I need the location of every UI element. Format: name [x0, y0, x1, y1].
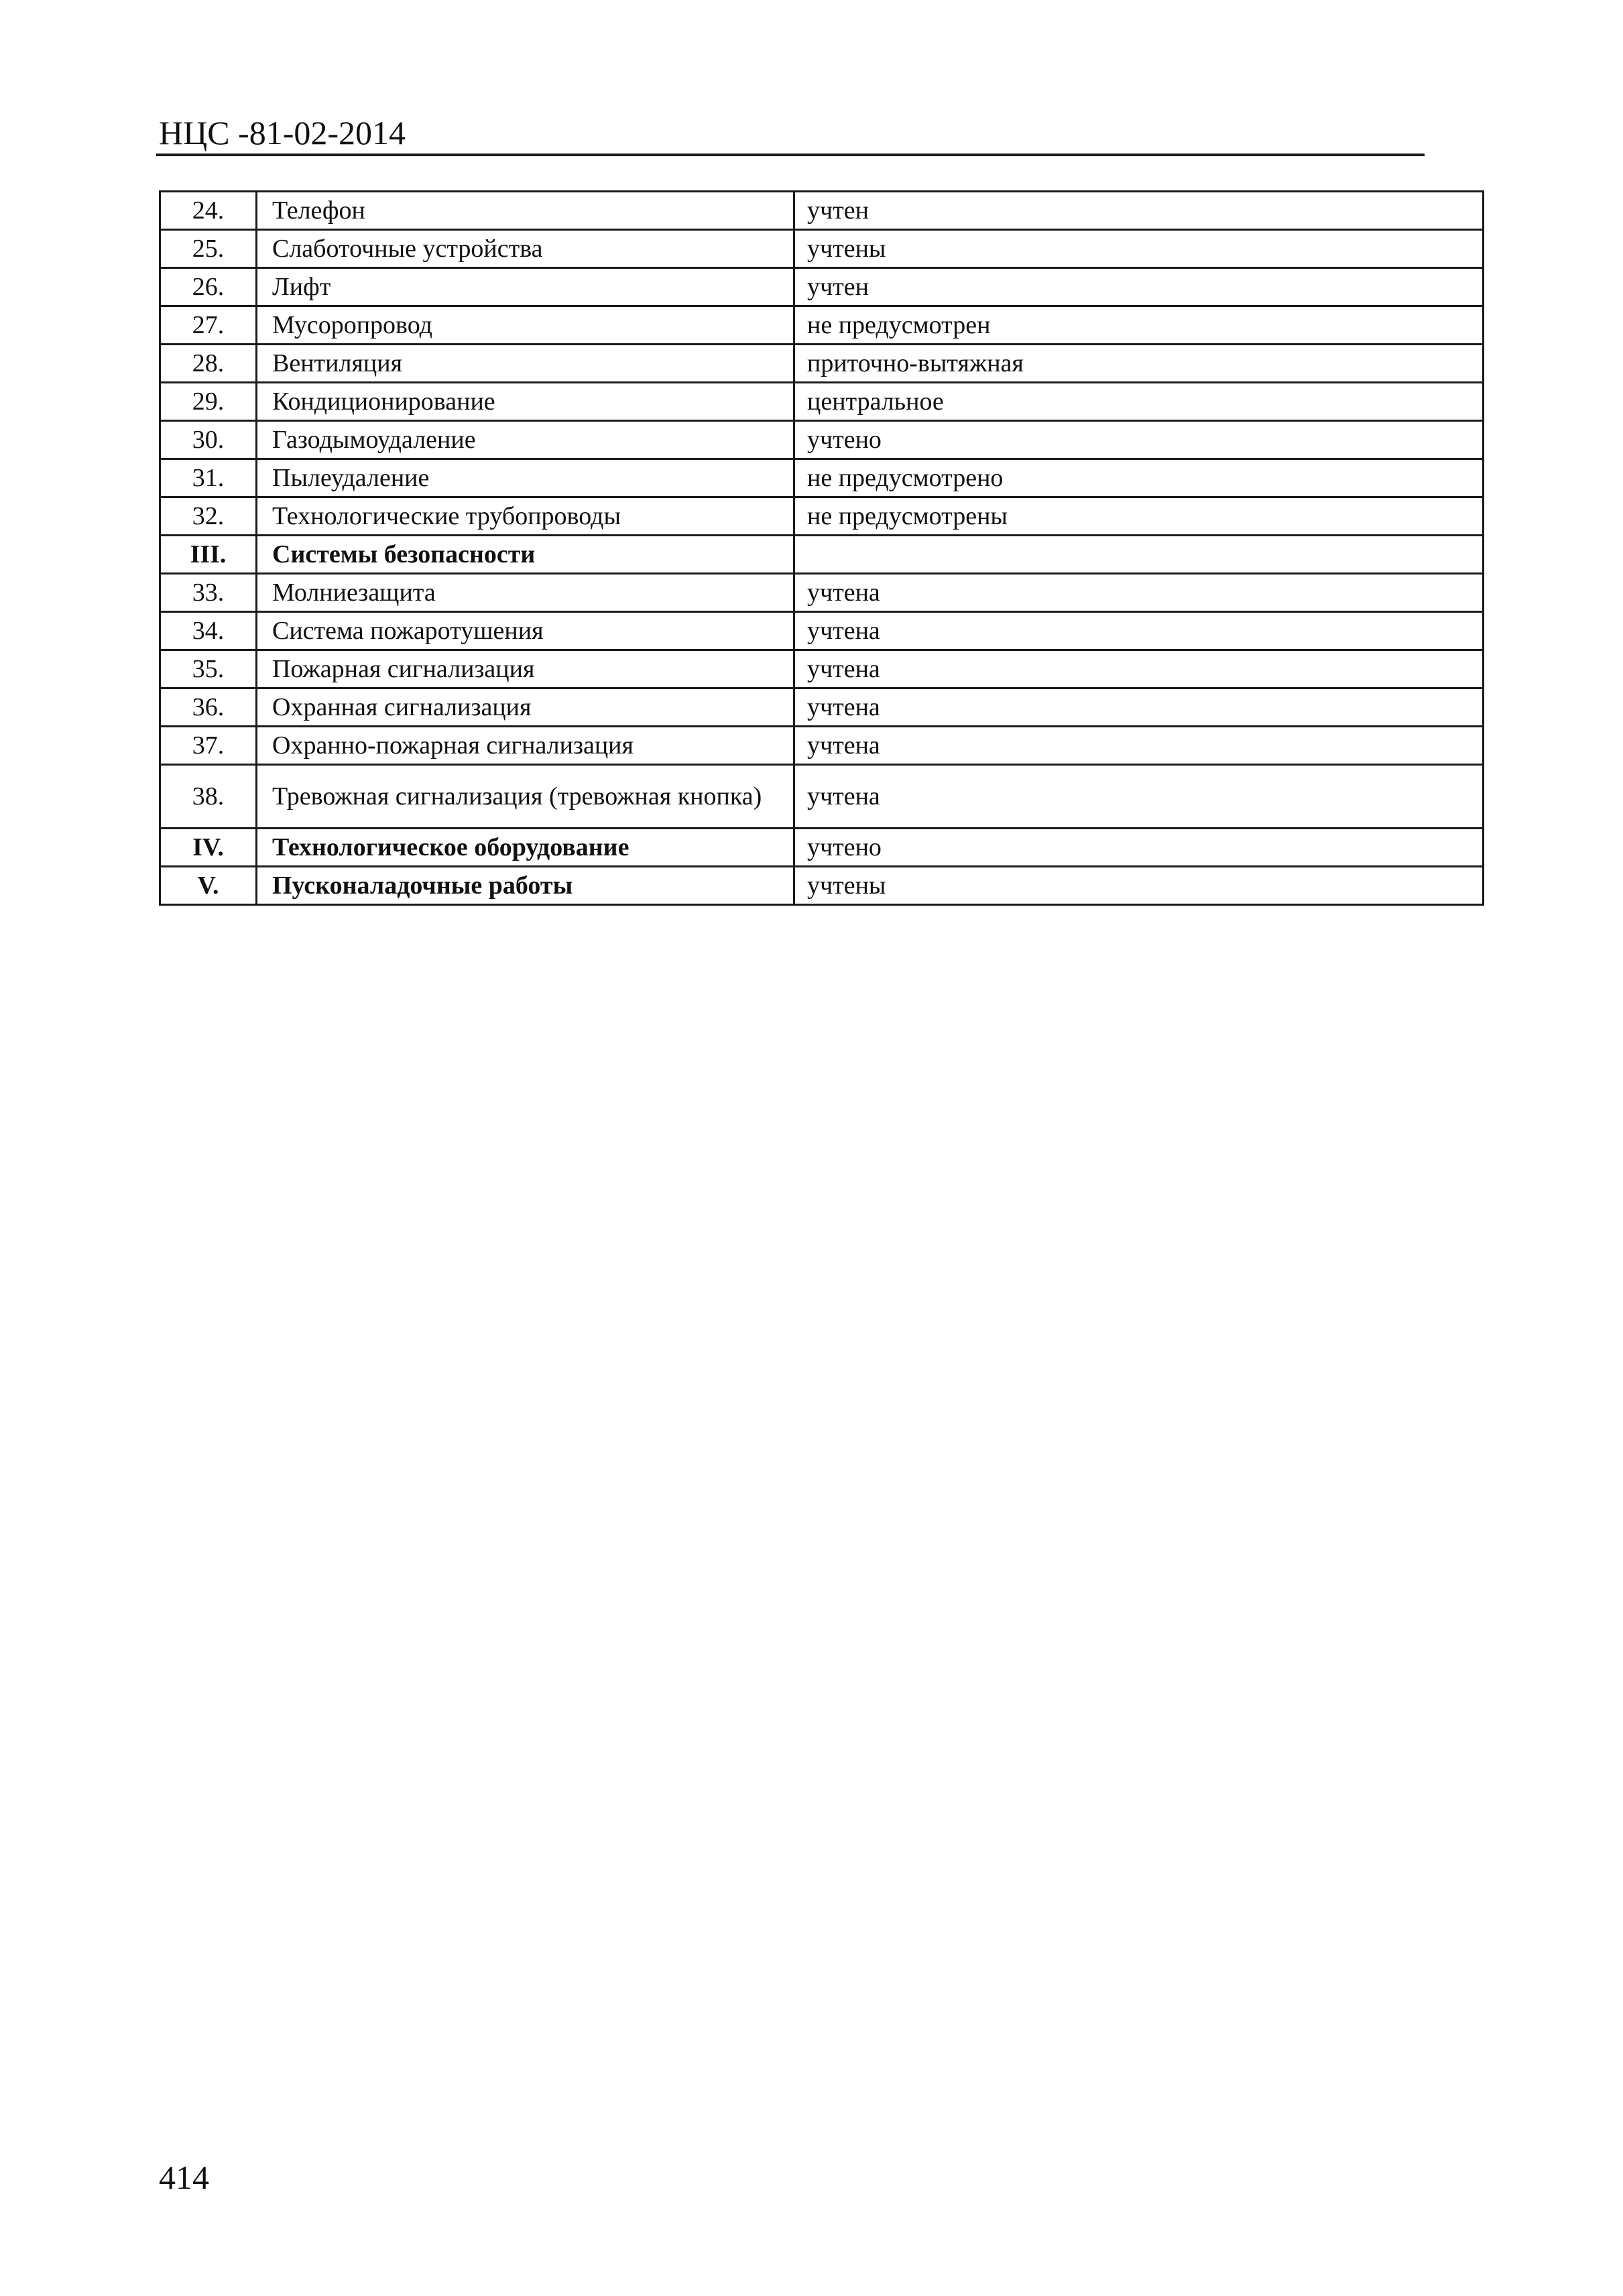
row-name: Телефон: [257, 192, 794, 230]
specification-table: [159, 190, 1484, 906]
row-name: Газодымоудаление: [257, 421, 794, 459]
section-row: [160, 867, 1484, 905]
row-name: Кондиционирование: [257, 383, 794, 421]
section-title: Технологическое оборудование: [257, 829, 794, 867]
row-number: 32.: [160, 497, 257, 536]
section-row: [160, 829, 1484, 867]
page-number: 414: [159, 2159, 209, 2196]
row-number: 24.: [160, 192, 257, 230]
row-status: не предусмотрен: [794, 306, 1484, 345]
row-number: 27.: [160, 306, 257, 345]
row-status: учтена: [794, 765, 1484, 829]
table-row: [160, 688, 1484, 727]
table-row: [160, 306, 1484, 345]
row-number: 37.: [160, 727, 257, 765]
section-row: [160, 536, 1484, 574]
row-status: учтено: [794, 421, 1484, 459]
row-status: учтен: [794, 268, 1484, 306]
section-title: Пусконаладочные работы: [257, 867, 794, 905]
row-number: 38.: [160, 765, 257, 829]
table-row: [160, 345, 1484, 383]
table-row: [160, 612, 1484, 650]
row-status: учтен: [794, 192, 1484, 230]
row-status: учтена: [794, 612, 1484, 650]
row-status: приточно-вытяжная: [794, 345, 1484, 383]
row-status: учтена: [794, 650, 1484, 688]
row-name: Технологические трубопроводы: [257, 497, 794, 536]
section-status: учтены: [794, 867, 1484, 905]
section-number: III.: [160, 536, 257, 574]
row-number: 35.: [160, 650, 257, 688]
row-name: Вентиляция: [257, 345, 794, 383]
row-status: учтена: [794, 574, 1484, 612]
row-name: Пылеудаление: [257, 459, 794, 497]
section-number: IV.: [160, 829, 257, 867]
section-number: V.: [160, 867, 257, 905]
table-row: [160, 574, 1484, 612]
row-name: Лифт: [257, 268, 794, 306]
table-row: [160, 421, 1484, 459]
row-number: 26.: [160, 268, 257, 306]
table-row: [160, 727, 1484, 765]
table-row: [160, 497, 1484, 536]
row-status: центральное: [794, 383, 1484, 421]
section-status: [794, 536, 1484, 574]
table-row: [160, 459, 1484, 497]
row-status: учтена: [794, 727, 1484, 765]
section-title: Системы безопасности: [257, 536, 794, 574]
table-row: [160, 230, 1484, 268]
document-code: НЦС -81-02-2014: [159, 114, 406, 152]
table-row: [160, 765, 1484, 829]
row-status: учтены: [794, 230, 1484, 268]
row-name: Пожарная сигнализация: [257, 650, 794, 688]
table-row: [160, 268, 1484, 306]
row-number: 34.: [160, 612, 257, 650]
section-status: учтено: [794, 829, 1484, 867]
row-name: Молниезащита: [257, 574, 794, 612]
row-number: 28.: [160, 345, 257, 383]
row-name: Слаботочные устройства: [257, 230, 794, 268]
header-rule: [156, 154, 1425, 156]
row-status: не предусмотрено: [794, 459, 1484, 497]
row-number: 30.: [160, 421, 257, 459]
row-status: учтена: [794, 688, 1484, 727]
table-row: [160, 650, 1484, 688]
row-number: 31.: [160, 459, 257, 497]
row-number: 33.: [160, 574, 257, 612]
row-name: Система пожаротушения: [257, 612, 794, 650]
row-status: не предусмотрены: [794, 497, 1484, 536]
row-number: 25.: [160, 230, 257, 268]
row-name: Тревожная сигнализация (тревожная кнопка): [257, 765, 794, 829]
table-row: [160, 383, 1484, 421]
row-number: 36.: [160, 688, 257, 727]
row-name: Охранная сигнализация: [257, 688, 794, 727]
row-name: Охранно-пожарная сигнализация: [257, 727, 794, 765]
table-row: [160, 192, 1484, 230]
row-name: Мусоропровод: [257, 306, 794, 345]
row-number: 29.: [160, 383, 257, 421]
